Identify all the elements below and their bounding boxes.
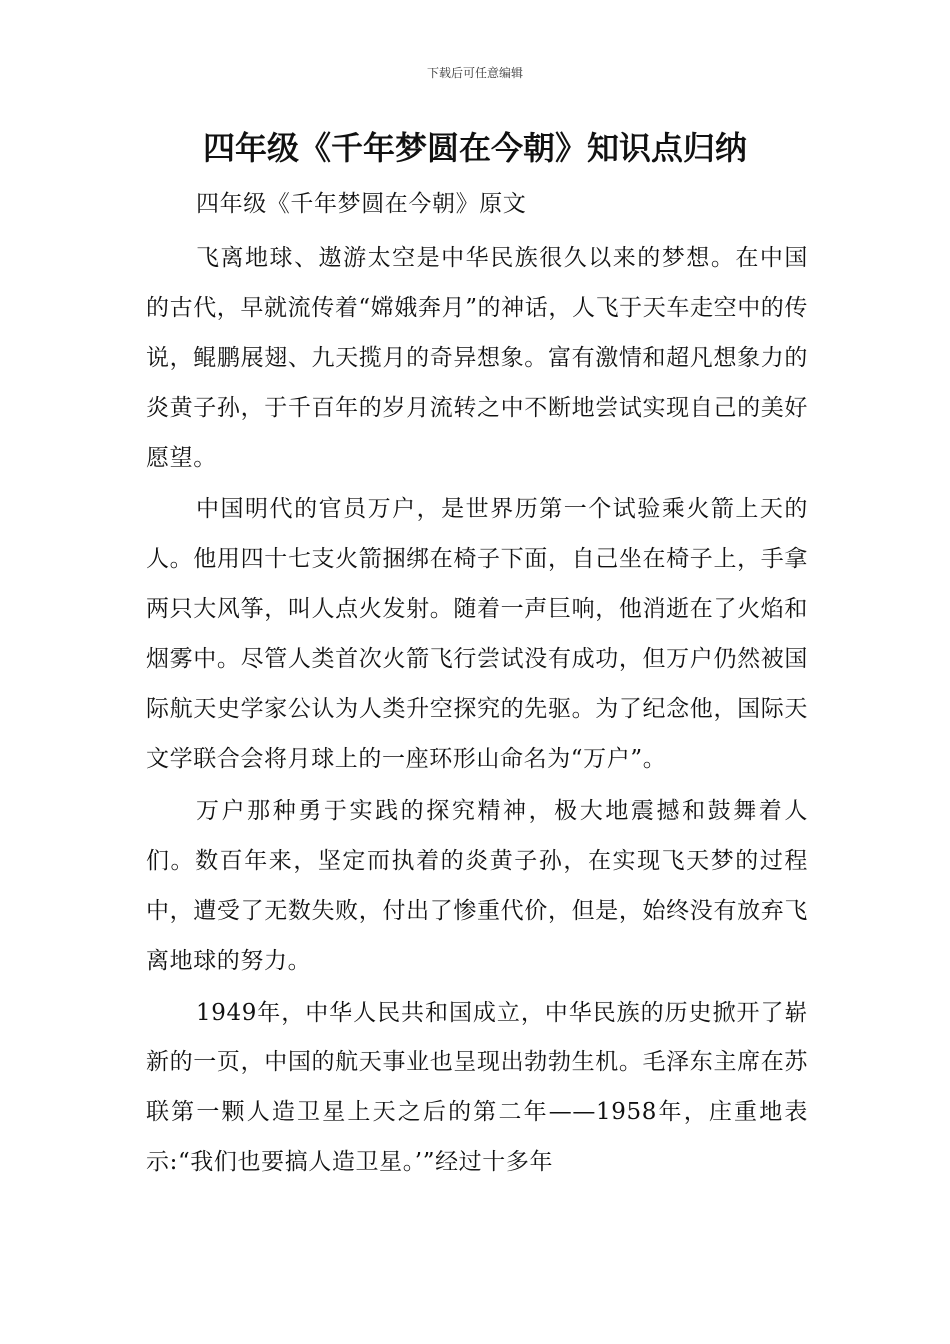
header-note: 下载后可任意编辑 bbox=[426, 66, 523, 80]
paragraph: 万户那种勇于实践的探究精神，极大地震撼和鼓舞着人们。数百年来，坚定而执着的炎黄子孙，在实现飞天梦的过程中，遭受了无数失败，付出了惨重代价，但是，始终没有放弃飞离地球的努力。 bbox=[146, 797, 808, 974]
document-body bbox=[146, 180, 808, 1188]
paragraph: 飞离地球、遨游太空是中华民族很久以来的梦想。在中国的古代，早就流传着“嫦娥奔月”的神话，人飞于天车走空中的传说，鲲鹏展翅、九天揽月的奇异想象。富有激情和超凡想象力的炎黄子孙，于千百年的岁月流转之中不断地尝试实现自己的美好愿望。 bbox=[146, 244, 808, 471]
paragraph: 中国明代的官员万户，是世界历第一个试验乘火箭上天的人。他用四十七支火箭捆绑在椅子下面，自己坐在椅子上，手拿两只大风筝，叫人点火发射。随着一声巨响，他消逝在了火焰和烟雾中。尽管人类首次火箭飞行尝试没有成功，但万户仍然被国际航天史学家公认为人类升空探究的先驱。为了纪念他，国际天文学联合会将月球上的一座环形山命名为“万户”。 bbox=[146, 496, 808, 772]
paragraph: 1949年，中华人民共和国成立，中华民族的历史掀开了崭新的一页，中国的航天事业也呈现出勃勃生机。毛泽东主席在苏联第一颗人造卫星上天之后的第二年——1958年，庄重地表示:“我们也要搞人造卫星。’”经过十多年 bbox=[146, 999, 808, 1176]
document-title: 四年级《千年梦圆在今朝》知识点归纳 bbox=[202, 129, 747, 167]
document-subtitle: 四年级《千年梦圆在今朝》原文 bbox=[196, 191, 527, 217]
